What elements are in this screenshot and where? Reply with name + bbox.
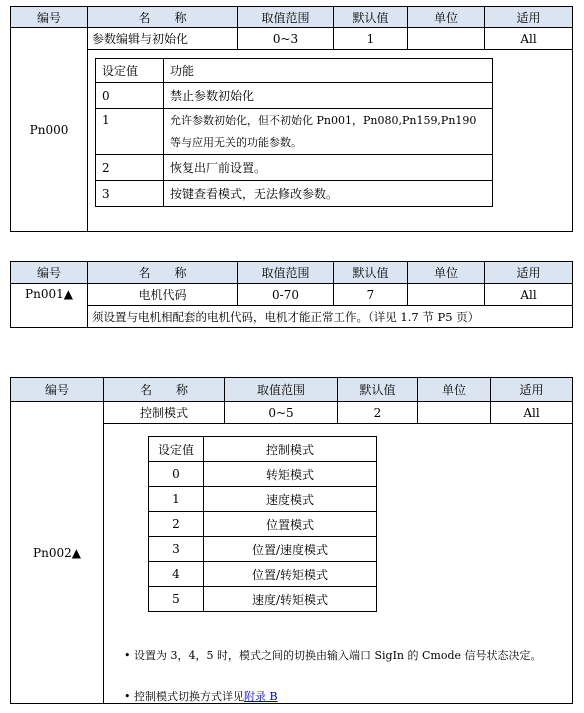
option-value: 3 <box>149 537 204 562</box>
header-range: 取值范围 <box>238 262 334 284</box>
header-apply: 适用 <box>491 378 573 402</box>
param-table-pn000 <box>10 6 573 232</box>
param-range: 0~5 <box>225 402 338 424</box>
option-func: 位置模式 <box>204 512 377 537</box>
option-header-value: 设定值 <box>149 437 204 462</box>
param-range: 0-70 <box>238 284 334 306</box>
param-name: 电机代码 <box>88 284 238 306</box>
option-func-line1: 允许参数初始化，但不初始化 Pn001，Pn080,Pn159,Pn190 <box>170 113 477 127</box>
option-func: 按键查看模式，无法修改参数。 <box>164 181 493 207</box>
param-apply: All <box>485 28 573 50</box>
header-name: 名 称 <box>88 262 238 284</box>
header-name: 名 称 <box>88 7 238 28</box>
option-value: 0 <box>149 462 204 487</box>
mode-switch-ref <box>124 688 278 704</box>
header-default: 默认值 <box>334 262 408 284</box>
param-unit <box>408 28 485 50</box>
options-table <box>148 436 377 612</box>
options-cell <box>104 424 573 704</box>
option-value: 3 <box>96 181 164 207</box>
appendix-b-link[interactable]: 附录 B <box>243 690 278 703</box>
mode-switch-note: • 设置为 3，4，5 时，模式之间的切换由输入端口 SigIn 的 Cmode 信号状态决定。 <box>124 649 542 662</box>
param-table-pn001 <box>10 261 573 328</box>
option-value: 1 <box>96 109 164 155</box>
option-func: 禁止参数初始化 <box>164 83 493 109</box>
header-name: 名 称 <box>104 378 225 402</box>
option-value: 2 <box>149 512 204 537</box>
option-value: 0 <box>96 83 164 109</box>
header-unit: 单位 <box>418 378 491 402</box>
header-id: 编号 <box>11 378 104 402</box>
header-default: 默认值 <box>338 378 418 402</box>
header-unit: 单位 <box>408 7 485 28</box>
option-value: 4 <box>149 562 204 587</box>
param-default: 1 <box>334 28 408 50</box>
header-id: 编号 <box>11 262 88 284</box>
mode-switch-ref-text: • 控制模式切换方式详见 <box>124 690 244 703</box>
header-unit: 单位 <box>408 262 485 284</box>
header-range: 取值范围 <box>238 7 334 28</box>
option-header-value: 设定值 <box>96 59 164 83</box>
option-func: 速度/转矩模式 <box>204 587 377 612</box>
param-unit <box>418 402 491 424</box>
header-apply: 适用 <box>485 262 573 284</box>
param-apply: All <box>491 402 573 424</box>
option-header-func: 功能 <box>164 59 493 83</box>
option-func: 转矩模式 <box>204 462 377 487</box>
header-apply: 适用 <box>485 7 573 28</box>
param-apply: All <box>485 284 573 306</box>
header-default: 默认值 <box>334 7 408 28</box>
param-note: 须设置与电机相配套的电机代码，电机才能正常工作。（详见 1.7 节 P5 页） <box>88 306 573 328</box>
option-func: 速度模式 <box>204 487 377 512</box>
options-cell <box>88 50 573 232</box>
param-default: 2 <box>338 402 418 424</box>
option-func: 恢复出厂前设置。 <box>164 155 493 181</box>
option-value: 5 <box>149 587 204 612</box>
param-table-pn002 <box>10 377 573 704</box>
param-id: Pn001▲ <box>11 284 88 328</box>
options-table <box>95 58 493 207</box>
option-header-func: 控制模式 <box>204 437 377 462</box>
param-default: 7 <box>334 284 408 306</box>
option-value: 1 <box>149 487 204 512</box>
option-func <box>164 109 493 155</box>
option-value: 2 <box>96 155 164 181</box>
param-unit <box>408 284 485 306</box>
param-name: 控制模式 <box>104 402 225 424</box>
option-func-line2: 等与应用无关的功能参数。 <box>170 135 302 149</box>
option-func: 位置/转矩模式 <box>204 562 377 587</box>
param-id: Pn000 <box>11 28 88 232</box>
param-name: 参数编辑与初始化 <box>88 28 238 50</box>
param-id: Pn002▲ <box>11 402 104 704</box>
header-id: 编号 <box>11 7 88 28</box>
option-func: 位置/速度模式 <box>204 537 377 562</box>
param-range: 0~3 <box>238 28 334 50</box>
header-range: 取值范围 <box>225 378 338 402</box>
